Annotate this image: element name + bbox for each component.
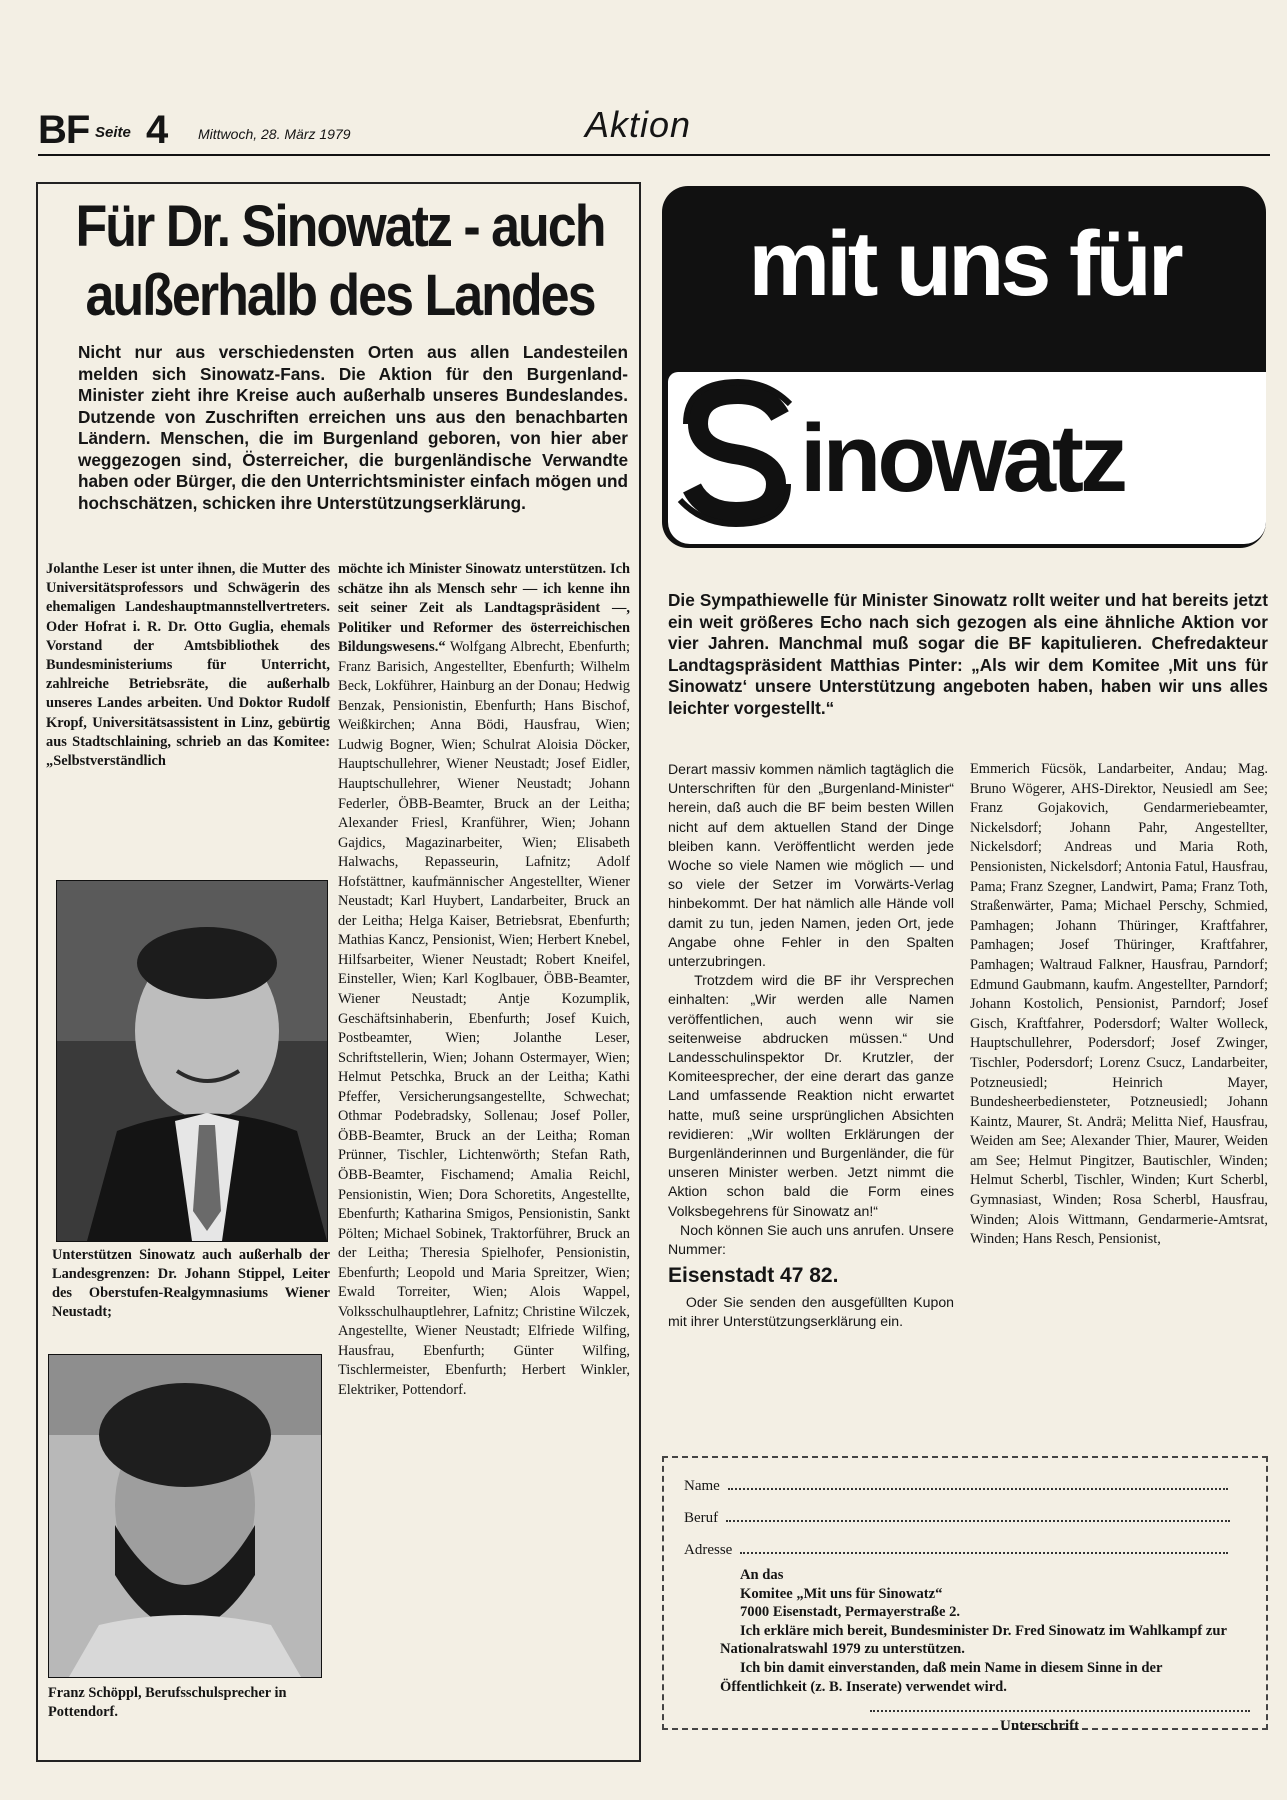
banner-slogan: mit uns für	[748, 213, 1180, 315]
coupon-name-label: Name	[684, 1478, 720, 1494]
photo-caption-2: Franz Schöppl, Berufsschulsprecher in Pottendorf.	[48, 1685, 287, 1720]
portrait-photo-schoeppl	[48, 1354, 322, 1678]
coupon-adresse-label: Adresse	[684, 1542, 733, 1558]
portrait-illustration	[57, 881, 327, 1241]
coupon-declaration-1: Ich erkläre mich bereit, Bundesminister Dr. Fred Sinowatz im Wahlkampf zur Nationalratswahl 1979 zu unterstützen.	[720, 1622, 1227, 1658]
coupon-name-field[interactable]	[728, 1488, 1228, 1490]
coupon-address-3: 7000 Eisenstadt, Permayerstraße 2.	[740, 1604, 961, 1621]
masthead-rule	[38, 154, 1270, 156]
campaign-paragraph-4: Oder Sie senden den ausgefüllten Kupon mit ihrer Unterstützungserklärung ein.	[668, 1294, 955, 1330]
campaign-paragraph-1: Derart massiv kommen nämlich tagtäglich die Unterschriften für den „Burgenland-Minister“ herein, daß auch die BF beim besten Willen nicht auf dem aktuellen Stand der Dinge bleiben kann. Veröffentlicht werden jede Woche so viele Namen wie möglich — und so viele der Setzer im Vorwärts-Verlag hinbekommt. Der hat nämlich alle Hände voll damit zu tun, jeden Namen, jeden Ort, jede Angabe ohne Fehler in den Spalten unterzubringen.	[668, 761, 954, 970]
coupon-adresse-row[interactable]	[684, 1542, 1228, 1559]
article-column-b	[338, 560, 630, 1401]
article-column-a: Jolanthe Leser ist unter ihnen, die Mutter des Universitätsprofessors und Schwägerin des ehemaligen Landeshauptmannstellvertreters. Oder Hofrat i. R. Dr. Otto Guglia, ehemals Vorstand der Amtsbibliothek des Bundesministeriums für Unterricht, zahlreiche Betriebsräte, die außerhalb unseres Landes arbeiten. Und Doktor Rudolf Kropf, Universitätsassistent in Linz, gebürtig aus Stadtschlaining, schrieb an das Komitee: „Selbstverständlich	[46, 561, 330, 770]
coupon-name-row[interactable]	[684, 1478, 1228, 1495]
coupon-address-1: An das	[740, 1567, 784, 1583]
photo-caption-1: Unterstützen Sinowatz auch außerhalb der Landesgrenzen: Dr. Johann Stippel, Leiter des Oberstufen-Realgymnasiums Wiener Neustadt;	[52, 1247, 330, 1320]
section-title: Aktion	[585, 104, 692, 145]
campaign-paragraph-3: Noch können Sie auch uns anrufen. Unsere Nummer:	[668, 1221, 954, 1258]
masthead-logo: BF	[38, 108, 90, 152]
coupon-beruf-label: Beruf	[684, 1510, 719, 1526]
coupon-beruf-field[interactable]	[726, 1520, 1230, 1522]
sinowatz-logo-icon	[672, 378, 812, 533]
banner-name: inowatz	[800, 405, 1124, 512]
signature-label: Unterschrift	[1000, 1718, 1080, 1734]
campaign-lead: Die Sympathiewelle für Minister Sinowatz rollt weiter und hat bereits jetzt ein weit größeres Echo nach sich gezogen als eine ähnliche Aktion vor vier Jahren. Manchmal muß sogar die BF kapitulieren. Chefredakteur Landtagspräsident Matthias Pinter: „Als wir dem Komitee ‚Mit uns für Sinowatz‘ unsere Unterstützung angeboten haben, haben wir uns alles leichter vorgestellt.“	[668, 590, 1268, 718]
masthead-seite-label: Seite	[95, 124, 131, 141]
headline-line-1: Für Dr. Sinowatz - auch	[75, 194, 605, 260]
phone-number: Eisenstadt 47 82.	[668, 1264, 839, 1288]
article-headline	[46, 192, 634, 331]
signature-field[interactable]	[870, 1710, 1250, 1712]
article-lead: Nicht nur aus verschiedensten Orten aus allen Landesteilen melden sich Sinowatz-Fans. Die Aktion für den Burgenland-Minister zieht ihre Kreise auch außerhalb unseres Bundeslandes. Dutzende von Zuschriften erreichen uns aus den benachbarten Ländern. Menschen, die im Burgenland geboren, von hier aber weggezogen sind, Österreicher, die burgenländische Verwandte haben oder Bürger, die den Unterrichtsminister einfach mögen und hochschätzen, schicken ihre Unterstützungserklärung.	[78, 342, 628, 513]
campaign-paragraph-2: Trotzdem wird die BF ihr Versprechen einhalten: „Wir werden alle Namen veröffentlichen, auch wenn wir sie seitenweise abdrucken müssen.“ Und Landesschulinspektor Dr. Krutzler, der Komiteesprecher, der eine derart das ganze Land umfassende Reaktion nicht erwartet hatte, muß seine ursprünglichen Absichten revidieren: „Wir wollten Erklärungen der Burgenländerinnen und Burgenländer, die für unseren Minister werben. Jetzt nimmt die Aktion schon bald die Form eines Volksbegehrens für Sinowatz an!“	[668, 972, 955, 1219]
quote-continuation: möchte ich Minister Sinowatz unterstützen. Ich schätze ihn als Mensch sehr — ich kenne ihn seit seiner Zeit als Landtagspräsident —, Politiker und Reformer des österreichischen Bildungswesens.“	[338, 561, 630, 656]
headline-line-2: außerhalb des Landes	[85, 263, 595, 329]
coupon-address-2: Komitee „Mit uns für Sinowatz“	[740, 1585, 943, 1602]
supporter-list-left: Wolfgang Albrecht, Ebenfurth; Franz Barisich, Angestellter, Ebenfurth; Wilhelm Beck, Lokführer, Hainburg an der Donau; Hedwig Benzak, Pensionistin, Ebenfurth; Hans Bischof, Weißkirchen; Anna Bödi, Hausfrau, Wien; Ludwig Bogner, Wien; Schulrat Aloisia Döcker, Hauptschullehrer, Wiener Neustadt; Josef Eidler, Hauptschullehrer, Wiener Neustadt; Johann Federler, ÖBB-Beamter, Bruck an der Leitha; Alexander Friesl, Kranführer, Wien; Johann Gajdics, Magazinarbeiter, Wien; Elisabeth Halwachs, Repasseurin, Lafnitz; Adolf Hofstättner, kaufmännischer Angestellter, Wiener Neustadt; Karl Huybert, Landarbeiter, Bruck an der Leitha; Helga Kaiser, Betriebsrat, Ebenfurth; Mathias Kancz, Pensionist, Wien; Herbert Knebel, Hilfsarbeiter, Wiener Neustadt; Robert Kneifel, Einsteller, Wien; Karl Koglbauer, ÖBB-Beamter, Wiener Neustadt; Antje Kozumplik, Geschäftsinhaberin, Ebenfurth; Josef Kuich, Postbeamter, Wien; Jolanthe Leser, Schriftstellerin, Wien; Johann Ostermayer, Wien; Helmut Petschka, Bruck an der Leitha; Kathi Pfeffer, Versicherungsangestellte, Schwechat; Othmar Podebradsky, Sollenau; Josef Poller, ÖBB-Beamter, Bruck an der Leitha; Roman Prünner, Tischler, Lichtenwörth; Stefan Rath, ÖBB-Beamter, Fischamend; Amalia Reichl, Pensionistin, Wien; Dora Schoretits, Angestellte, Ebenfurth; Katharina Smigos, Pensionistin, Sankt Pölten; Michael Sobinek, Traktorführer, Bruck an der Leitha; Theresia Spielhofer, Pensionistin, Ebenfurth; Leopold und Maria Spreitzer, Wien; Ewald Torreiter, Wien; Alois Wappel, Volksschulhauptlehrer, Lafnitz; Christine Wilczek, Angestellte, Wiener Neustadt; Elfriede Wilfing, Hausfrau, Ebenfurth; Günter Wilfing, Tischlermeister, Ebenfurth; Herbert Winkler, Elektriker, Pottendorf.	[338, 639, 630, 1398]
supporter-list-right: Emmerich Fücsök, Landarbeiter, Andau; Mag. Bruno Wögerer, AHS-Direktor, Neusiedl am See; Franz Gojakovich, Gendarmeriebeamter, Nickelsdorf; Johann Pahr, Angestellter, Nickelsdorf; Andreas und Maria Roth, Pensionisten, Nickelsdorf; Antonia Fatul, Hausfrau, Pama; Franz Szegner, Landwirt, Pama; Franz Toth, Straßenwärter, Pama; Michael Perschy, Schmied, Pamhagen; Johann Thüringer, Kraftfahrer, Pamhagen; Josef Thüringer, Kraftfahrer, Pamhagen; Waltraud Falkner, Hausfrau, Parndorf; Edmund Gaubmann, kaufm. Angestellter, Parndorf; Johann Kostolich, Pensionist, Parndorf; Josef Gisch, Kraftfahrer, Podersdorf; Walter Wolleck, Hauptschullehrer, Podersdorf; Josef Zwinger, Tischler, Podersdorf; Lorenz Csucz, Landarbeiter, Potzneusiedl; Heinrich Mayer, Bundesheerbediensteter, Potzneusiedl; Johann Kaintz, Maurer, St. Andrä; Melitta Nief, Hausfrau, Weiden am See; Alexander Thier, Maurer, Weiden am See; Helmut Pingitzer, Bautischler, Winden; Helmut Scherbl, Tischler, Winden; Kurt Scherbl, Gymnasiast, Winden; Rosa Scherbl, Hausfrau, Winden; Alois Wittmann, Gendarmerie-Amtsrat, Winden; Hans Resch, Pensionist,	[970, 761, 1268, 1248]
logo-s-mark	[672, 378, 812, 528]
portrait-illustration-2	[49, 1355, 321, 1677]
coupon-declaration-2: Ich bin damit einverstanden, daß mein Name in diesem Sinne in der Öffentlichkeit (z. B. Inserate) verwendet wird.	[720, 1659, 1163, 1695]
coupon-text	[720, 1566, 1240, 1696]
issue-date: Mittwoch, 28. März 1979	[198, 126, 351, 142]
coupon-adresse-field[interactable]	[740, 1552, 1228, 1554]
campaign-column-c	[668, 760, 954, 1332]
coupon-beruf-row[interactable]	[684, 1510, 1230, 1527]
page-number: 4	[146, 108, 169, 152]
portrait-photo-stippel	[56, 880, 328, 1242]
